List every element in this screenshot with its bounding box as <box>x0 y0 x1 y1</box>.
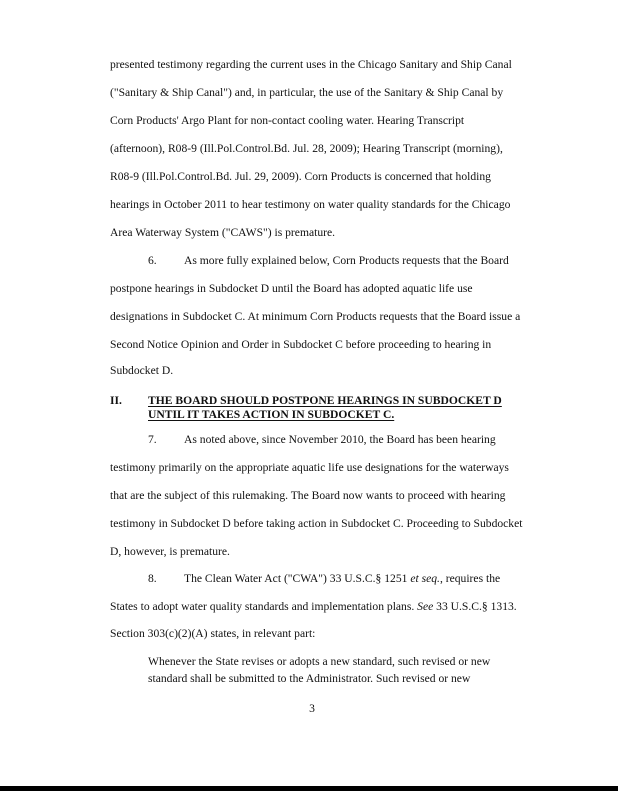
page-number: 3 <box>309 702 315 715</box>
text-line: Section 303(c)(2)(A) states, in relevant part: <box>110 627 316 640</box>
text-line: As noted above, since November 2010, the Board has been hearing <box>184 433 496 446</box>
text-segment: States to adopt water quality standards and implementation plans. <box>110 600 418 613</box>
section-heading: THE BOARD SHOULD POSTPONE HEARINGS IN SUBDOCKET D <box>148 394 502 407</box>
text-line: Corn Products' Argo Plant for non-contact cooling water. Hearing Transcript <box>110 114 465 127</box>
text-segment-italic: See <box>417 600 434 613</box>
text-line <box>184 572 500 586</box>
text-line: D, however, is premature. <box>110 545 230 558</box>
text-segment: The Clean Water Act ("CWA") 33 U.S.C.§ 1251 <box>184 572 411 585</box>
block-quote-line: Whenever the State revises or adopts a new standard, such revised or new <box>148 655 491 668</box>
text-line: (afternoon), R08-9 (Ill.Pol.Control.Bd. Jul. 28, 2009); Hearing Transcript (morning), <box>110 142 503 155</box>
text-line: ("Sanitary & Ship Canal") and, in particular, the use of the Sanitary & Ship Canal by <box>110 86 504 99</box>
paragraph-number: 7. <box>148 433 157 446</box>
paragraph-number: 6. <box>148 254 157 267</box>
section-number: II. <box>110 394 122 407</box>
text-line: postpone hearings in Subdocket D until the Board has adopted aquatic life use <box>110 282 473 295</box>
paragraph-number: 8. <box>148 572 157 585</box>
text-line: designations in Subdocket C. At minimum Corn Products requests that the Board issue a <box>110 310 521 323</box>
text-line: hearings in October 2011 to hear testimony on water quality standards for the Chicago <box>110 198 511 211</box>
text-segment: , requires the <box>439 572 501 585</box>
text-line: testimony primarily on the appropriate aquatic life use designations for the waterways <box>110 461 509 474</box>
text-line: presented testimony regarding the current uses in the Chicago Sanitary and Ship Canal <box>110 58 512 71</box>
text-line: Area Waterway System ("CAWS") is premature. <box>110 226 336 239</box>
section-heading: UNTIL IT TAKES ACTION IN SUBDOCKET C. <box>148 408 395 421</box>
text-line: that are the subject of this rulemaking. The Board now wants to proceed with hearing <box>110 489 506 502</box>
text-line: testimony in Subdocket D before taking action in Subdocket C. Proceeding to Subdocket <box>110 517 523 530</box>
text-segment: 33 U.S.C.§ 1313. <box>433 600 517 613</box>
text-line: As more fully explained below, Corn Products requests that the Board <box>184 254 509 267</box>
text-line <box>110 600 517 614</box>
text-segment-italic: et seq. <box>410 572 440 585</box>
text-line: Second Notice Opinion and Order in Subdocket C before proceeding to hearing in <box>110 338 492 351</box>
text-line: Subdocket D. <box>110 364 174 377</box>
bottom-border <box>0 786 618 791</box>
block-quote-line: standard shall be submitted to the Administrator. Such revised or new <box>148 672 471 685</box>
text-line: R08-9 (Ill.Pol.Control.Bd. Jul. 29, 2009). Corn Products is concerned that holding <box>110 170 491 183</box>
